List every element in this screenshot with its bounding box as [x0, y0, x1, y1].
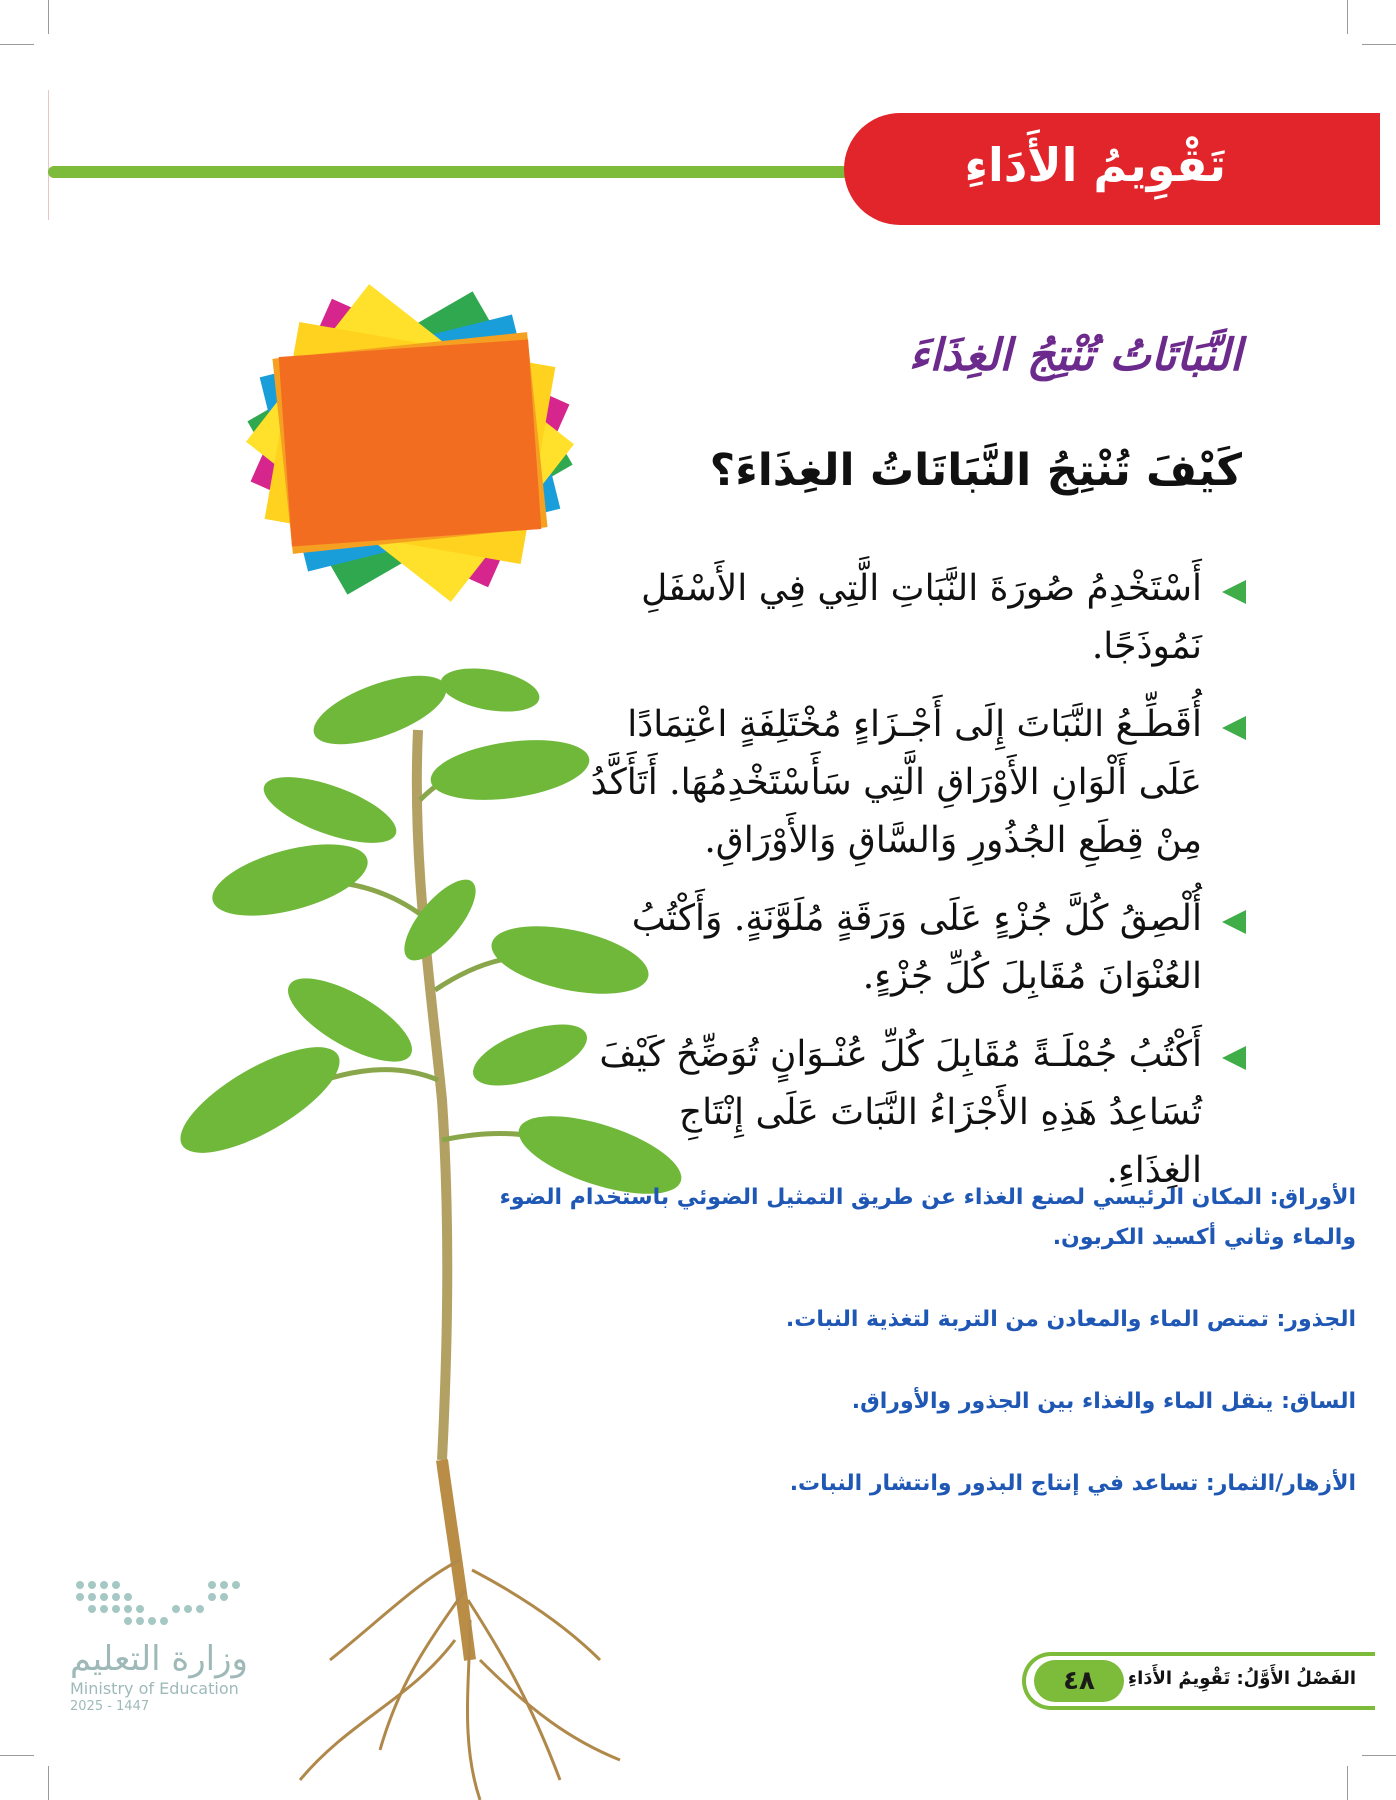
lesson-title: النَّبَاتَاتُ تُنْتِجُ الغِذَاءَ: [908, 330, 1242, 381]
ministry-logo-icon: [70, 1575, 250, 1635]
logo-arabic-text: وزارة التعليم: [70, 1639, 248, 1679]
answer-leaves: الأوراق: المكان الرئيسي لصنع الغذاء عن طريق التمثيل الضوئي باستخدام الضوء والماء وثاني أكسيد الكربون.: [499, 1185, 1356, 1250]
page-title: تَقْوِيمُ الأَدَاءِ: [964, 138, 1226, 192]
step-item: [576, 560, 1246, 676]
step-item: [576, 1026, 1246, 1200]
logo-english-text: Ministry of Education: [70, 1679, 239, 1698]
header-green-bar: [48, 166, 928, 178]
answer-roots: الجذور: تمتص الماء والمعادن من التربة لتغذية النبات.: [785, 1307, 1356, 1332]
triangle-bullet-icon: [1222, 910, 1246, 934]
logo-year-text: 2025 - 1447: [70, 1699, 150, 1714]
answer-stem: الساق: ينقل الماء والغذاء بين الجذور والأوراق.: [851, 1389, 1356, 1414]
activity-question: كَيْفَ تُنْتِجُ النَّبَاتَاتُ الغِذَاءَ؟: [709, 445, 1242, 496]
colored-papers-illustration: [220, 268, 600, 618]
crop-mark: [48, 1766, 49, 1800]
crop-mark: [1362, 44, 1396, 45]
crop-mark: [1362, 1755, 1396, 1756]
answer-list: [476, 1178, 1356, 1504]
crop-mark: [1347, 1766, 1348, 1800]
step-item: [576, 696, 1246, 870]
ministry-logo: [70, 1575, 270, 1715]
step-text: أَسْتَخْدِمُ صُورَةَ النَّبَاتِ الَّتِي فِي الأَسْفَلِ نَمُوذَجًا.: [641, 568, 1202, 667]
triangle-bullet-icon: [1222, 716, 1246, 740]
triangle-bullet-icon: [1222, 580, 1246, 604]
crop-mark: [1347, 0, 1348, 34]
crop-mark: [48, 0, 49, 34]
activity-steps: [576, 560, 1246, 1220]
crop-mark: [0, 44, 34, 45]
page-edge-line: [48, 90, 49, 220]
footer-chapter-text: الفَصْلُ الأَوَّلُ: تَقْوِيمُ الأَدَاءِ: [1127, 1668, 1356, 1689]
crop-mark: [0, 1755, 34, 1756]
step-text: أُلْصِقُ كُلَّ جُزْءٍ عَلَى وَرَقَةٍ مُلَوَّنَةٍ. وَأَكْتُبُ العُنْوَانَ مُقَابِلَ كُلِّ جُزْءٍ.: [631, 898, 1202, 997]
triangle-bullet-icon: [1222, 1046, 1246, 1070]
answer-flowers: الأزهار/الثمار: تساعد في إنتاج البذور وانتشار النبات.: [789, 1471, 1356, 1496]
step-text: أَكْتُبُ جُمْلَـةً مُقَابِلَ كُلِّ عُنْـوَانٍ تُوَضِّحُ كَيْفَ تُسَاعِدُ هَذِهِ الأَجْزَاءُ النَّبَاتَ عَلَى إِنْتَاجِ الغِذَاءِ.: [599, 1034, 1202, 1191]
page-number: ٤٨: [1034, 1660, 1124, 1702]
step-item: [576, 890, 1246, 1006]
step-text: أُقَطِّـعُ النَّبَاتَ إِلَى أَجْـزَاءٍ مُخْتَلِفَةٍ اعْتِمَادًا عَلَى أَلْوَانِ الأَوْرَاقِ الَّتِي سَأَسْتَخْدِمُهَا. أَتَأَكَّدُ مِنْ قِطَعِ الجُذُورِ وَالسَّاقِ وَالأَوْرَاقِ.: [590, 704, 1202, 861]
